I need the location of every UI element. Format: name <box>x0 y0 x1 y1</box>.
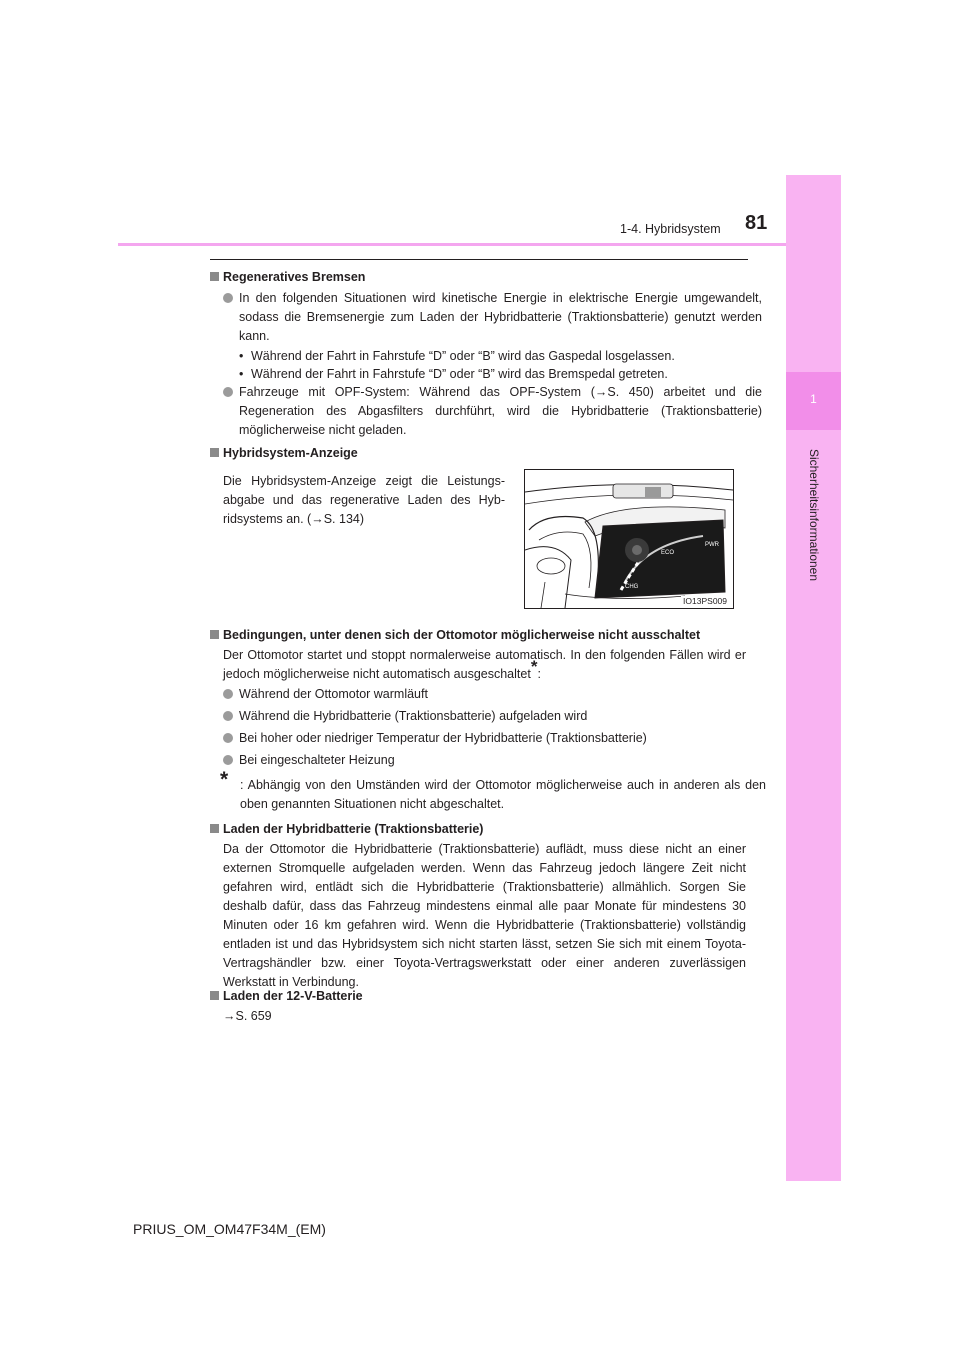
engine-intro: Der Ottomotor startet und stoppt normalerweise automatisch. In den folgenden Fällen wird er jedoch möglicherweise nicht automatisch ausgeschaltet*: <box>223 648 746 681</box>
gauge-eco-label: ECO <box>661 550 675 556</box>
heading-12v-battery: Laden der 12-V-Batterie <box>210 987 363 1006</box>
chapter-tab <box>786 175 841 1181</box>
heading-battery-charging: Laden der Hybridbatterie (Traktionsbatterie) <box>210 820 483 839</box>
gauge-pwr-label: PWR <box>705 542 719 548</box>
bullet-engine-3: Bei hoher oder niedriger Temperatur der Hybridbatterie (Traktionsbatterie) <box>223 729 762 748</box>
header-divider <box>118 243 786 246</box>
circle-bullet-icon <box>223 293 233 303</box>
chapter-label: Sicherheitsinformationen <box>807 448 821 582</box>
section-title: 1-4. Hybridsystem <box>620 222 721 236</box>
sub-item-regen-2: • Während der Fahrt in Fahrstufe “D” oder “B” wird das Bremspedal getreten. <box>239 367 668 381</box>
bullet-regen-1: In den folgenden Situationen wird kinetische Energie in elektrische Energie umgewandelt, sodass die Bremsenergie zum Laden der Hybridbatterie (Traktionsbatterie) genutzt werden kann. <box>223 289 762 346</box>
battery-charging-text: Da der Ottomotor die Hybridbatterie (Traktionsbatterie) auflädt, muss diese nicht an einer externen Stromquelle aufgeladen werden. Wenn das Fahrzeug jedoch längere Zeit nicht gefahren wird, entlädt sich die Hybridbatterie (Traktionsbatterie) allmählich. Sorgen Sie deshalb dafür, dass das Fahrzeug mindestens einmal alle paar Monate für mindestens 30 Minuten oder 16 km gefahren wird. Wenn die Hybridbatterie (Traktionsbatterie) vollständig entladen ist und das Hybridsystem sich nicht starten lässt, setzen Sie sich mit einem Toyota-Vertragshändler bzw. einer Toyota-Vertragswerkstatt oder einer anderen zuverlässigen Werkstatt in Verbindung. <box>223 842 746 989</box>
circle-bullet-icon <box>223 711 233 721</box>
square-bullet-icon <box>210 272 219 281</box>
content-rule <box>210 259 748 260</box>
square-bullet-icon <box>210 448 219 457</box>
bullet-engine-4: Bei eingeschalteter Heizung <box>223 751 762 770</box>
square-bullet-icon <box>210 824 219 833</box>
page-number: 81 <box>745 212 768 234</box>
figure-code: IO13PS009 <box>683 596 727 606</box>
footnote-star-icon: * <box>220 768 229 791</box>
bullet-engine-2: Während die Hybridbatterie (Traktionsbatterie) aufgeladen wird <box>223 707 762 726</box>
circle-bullet-icon <box>223 733 233 743</box>
page-reference-link[interactable]: →S. 659 <box>223 1009 272 1023</box>
footnote-marker: * <box>530 657 538 677</box>
gauge-chg-label: CHG <box>625 584 639 590</box>
bullet-engine-1: Während der Ottomotor warmläuft <box>223 685 762 704</box>
sub-item-regen-1: • Während der Fahrt in Fahrstufe “D” oder “B” wird das Gaspedal losgelassen. <box>239 349 675 363</box>
heading-hybrid-indicator: Hybridsystem-Anzeige <box>210 444 358 463</box>
hybrid-indicator-text: Die Hybridsystem-Anzeige zeigt die Leistungsabgabe und das regenerative Laden des Hybridsystems an. (→S. 134) <box>223 474 505 526</box>
heading-regenerative-braking: Regeneratives Bremsen <box>210 268 365 287</box>
bullet-regen-2: Fahrzeuge mit OPF-System: Während das OPF-System (→S. 450) arbeitet und die Regeneration des Abgasfilters durchführt, wird die Hybridbatterie (Traktionsbatterie) möglicherweise nicht geladen. <box>223 383 762 440</box>
circle-bullet-icon <box>223 755 233 765</box>
square-bullet-icon <box>210 991 219 1000</box>
document-id: PRIUS_OM_OM47F34M_(EM) <box>133 1221 326 1237</box>
heading-engine-conditions: Bedingungen, unter denen sich der Ottomotor möglicherweise nicht ausschaltet <box>210 626 700 645</box>
circle-bullet-icon <box>223 387 233 397</box>
dashboard-illustration <box>524 469 734 609</box>
circle-bullet-icon <box>223 689 233 699</box>
engine-footnote: * : Abhängig von den Umständen wird der Ottomotor möglicherweise auch in anderen als den oben genannten Situationen nicht abgeschaltet. <box>220 768 766 811</box>
square-bullet-icon <box>210 630 219 639</box>
chapter-number: 1 <box>810 392 817 406</box>
dashboard-svg <box>525 470 733 608</box>
